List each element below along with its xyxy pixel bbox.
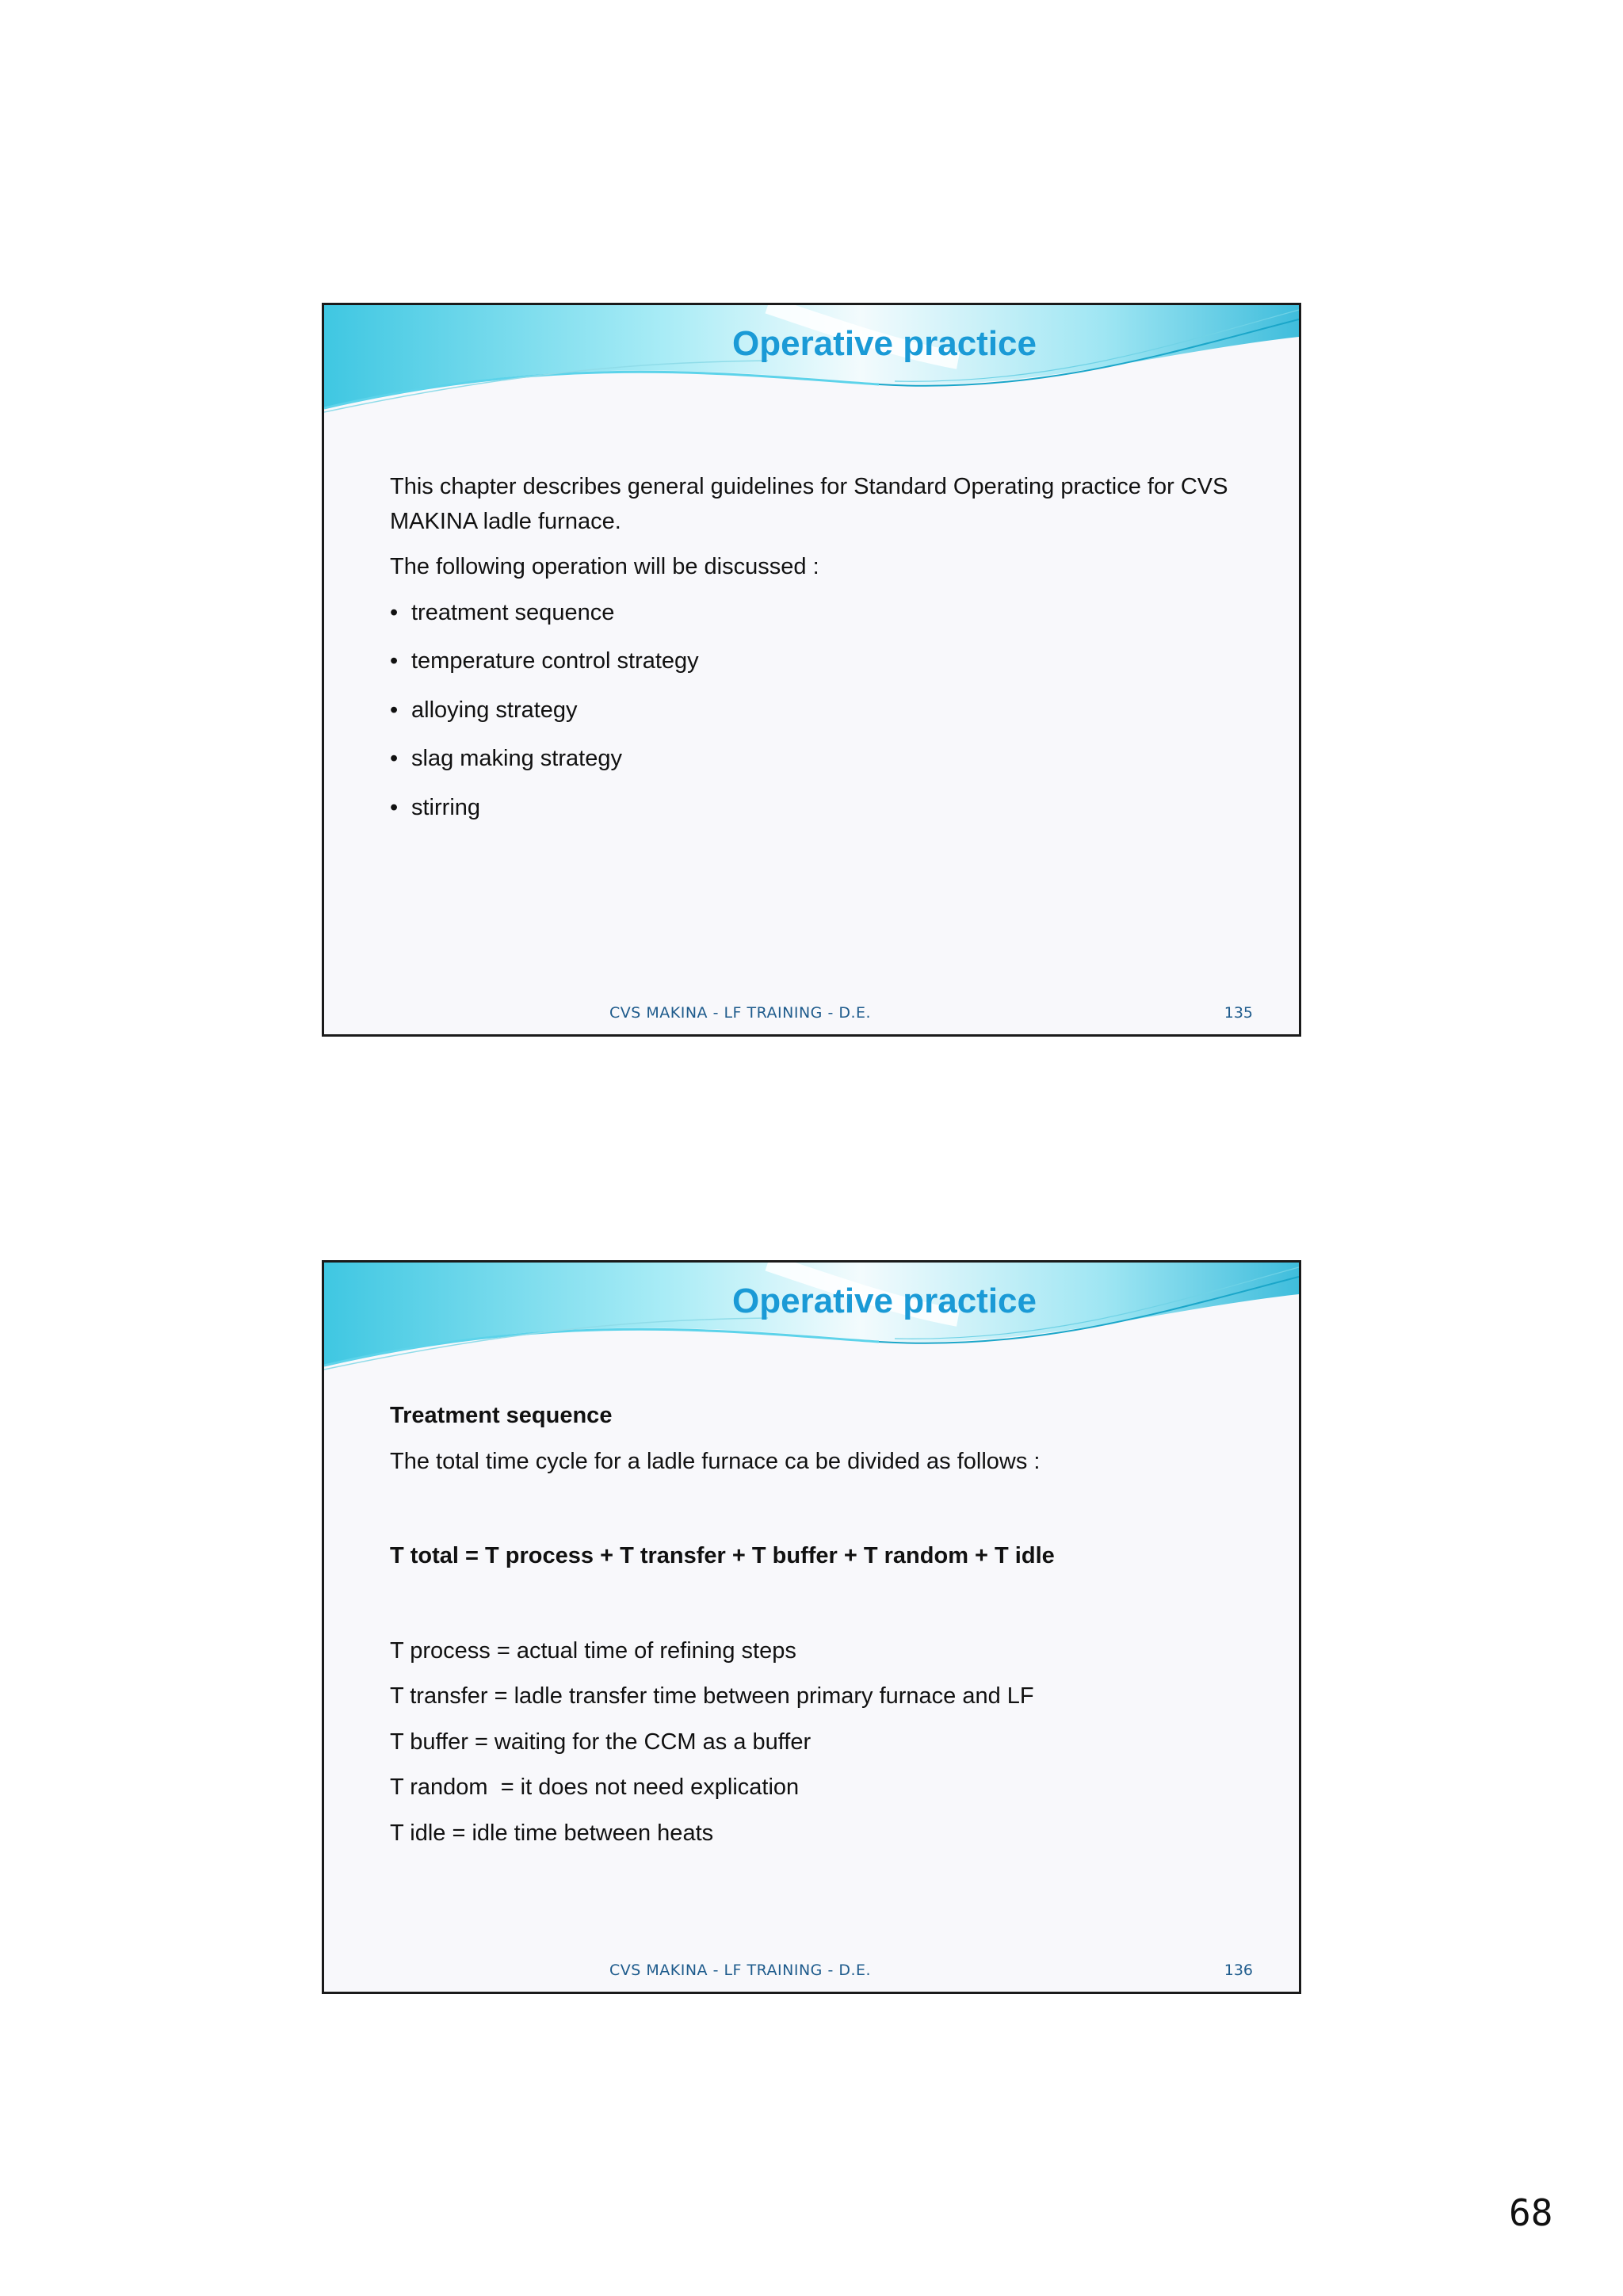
slide-136 — [322, 1260, 1301, 1994]
bullet-icon: • — [390, 648, 399, 674]
list-item: • temperature control strategy — [390, 644, 1246, 679]
slide-footer: CVS MAKINA - LF TRAINING - D.E. — [609, 1962, 872, 1979]
page-number: 68 — [1509, 2191, 1553, 2234]
list-item: • stirring — [390, 791, 1246, 826]
slide-title: Operative practice — [732, 1282, 1037, 1320]
lead-text: The following operation will be discussed : — [390, 554, 819, 579]
slide-number: 136 — [1224, 1962, 1253, 1979]
section-heading: Treatment sequence — [390, 1403, 613, 1428]
topic-list — [390, 596, 1246, 826]
intro-text: The total time cycle for a ladle furnace ca be divided as follows : — [390, 1448, 1041, 1474]
spacer — [390, 1585, 1246, 1634]
list-item: • alloying strategy — [390, 693, 1246, 728]
slide-number: 135 — [1224, 1004, 1253, 1022]
slide-body — [390, 470, 1246, 839]
list-item: • treatment sequence — [390, 596, 1246, 631]
slide-title: Operative practice — [732, 324, 1037, 363]
definition-line: T buffer = waiting for the CCM as a buffer — [390, 1729, 812, 1755]
intro-text: This chapter describes general guidelines for Standard Operating practice for CVS MAKINA ladle furnace. — [390, 474, 1228, 534]
definition-line: T idle = idle time between heats — [390, 1820, 714, 1846]
bullet-icon: • — [390, 794, 399, 820]
spacer — [390, 1490, 1246, 1539]
list-item: • slag making strategy — [390, 742, 1246, 777]
definition-line: T transfer = ladle transfer time between primary furnace and LF — [390, 1683, 1034, 1709]
definition-line: T random = it does not need explication — [390, 1775, 800, 1800]
definition-line: T process = actual time of refining steps — [390, 1637, 796, 1664]
time-formula: T total = T process + T transfer + T buffer + T random + T idle — [390, 1543, 1055, 1568]
slide-135 — [322, 303, 1301, 1037]
bullet-icon: • — [390, 697, 399, 723]
bullet-icon: • — [390, 599, 399, 625]
bullet-icon: • — [390, 746, 399, 771]
slide-body — [390, 1399, 1246, 1862]
slide-footer: CVS MAKINA - LF TRAINING - D.E. — [609, 1004, 872, 1022]
